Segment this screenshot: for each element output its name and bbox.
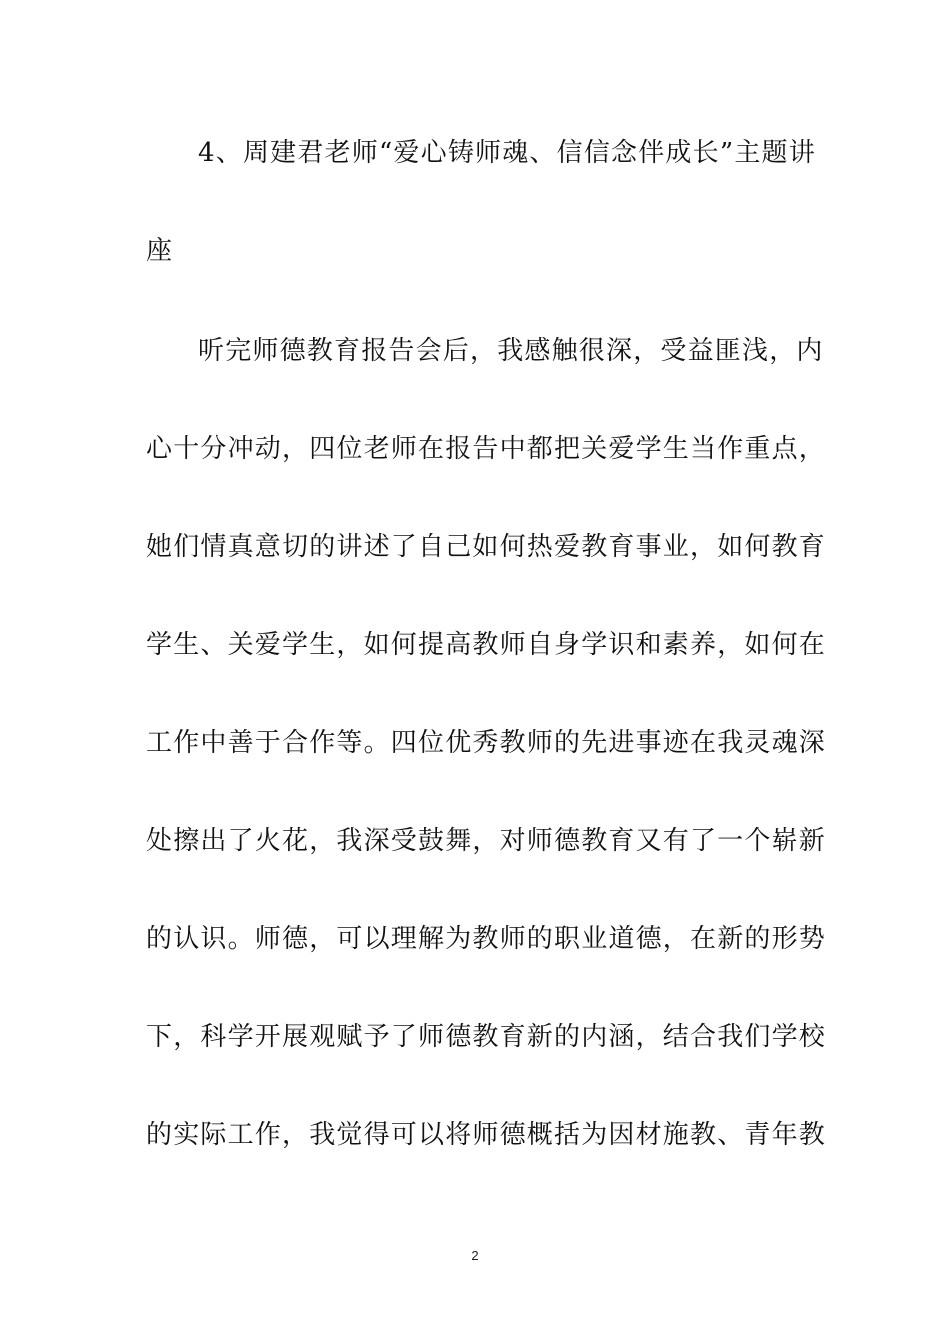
- paragraph-line-5: 工作中善于合作等。四位优秀教师的先进事迹在我灵魂深: [146, 728, 827, 758]
- paragraph-line-1: 听完师德教育报告会后，我感触很深，受益匪浅，内: [198, 336, 824, 366]
- heading-line-1: 4、周建君老师“爱心铸师魂、信信念伴成长”主题讲: [198, 138, 816, 168]
- paragraph-line-2: 心十分冲动，四位老师在报告中都把关爱学生当作重点，: [146, 434, 827, 464]
- paragraph-line-9: 的实际工作，我觉得可以将师德概括为因材施教、青年教: [146, 1120, 827, 1150]
- paragraph-line-3: 她们情真意切的讲述了自己如何热爱教育事业，如何教育: [146, 532, 827, 562]
- paragraph-line-8: 下，科学开展观赋予了师德教育新的内涵，结合我们学校: [146, 1022, 827, 1052]
- page-number: 2: [471, 1248, 479, 1263]
- paragraph-line-7: 的认识。师德，可以理解为教师的职业道德，在新的形势: [146, 924, 827, 954]
- paragraph-line-6: 处擦出了火花，我深受鼓舞，对师德教育又有了一个崭新: [146, 826, 827, 856]
- paragraph-line-4: 学生、关爱学生，如何提高教师自身学识和素养，如何在: [146, 630, 827, 660]
- heading-line-2: 座: [146, 236, 174, 266]
